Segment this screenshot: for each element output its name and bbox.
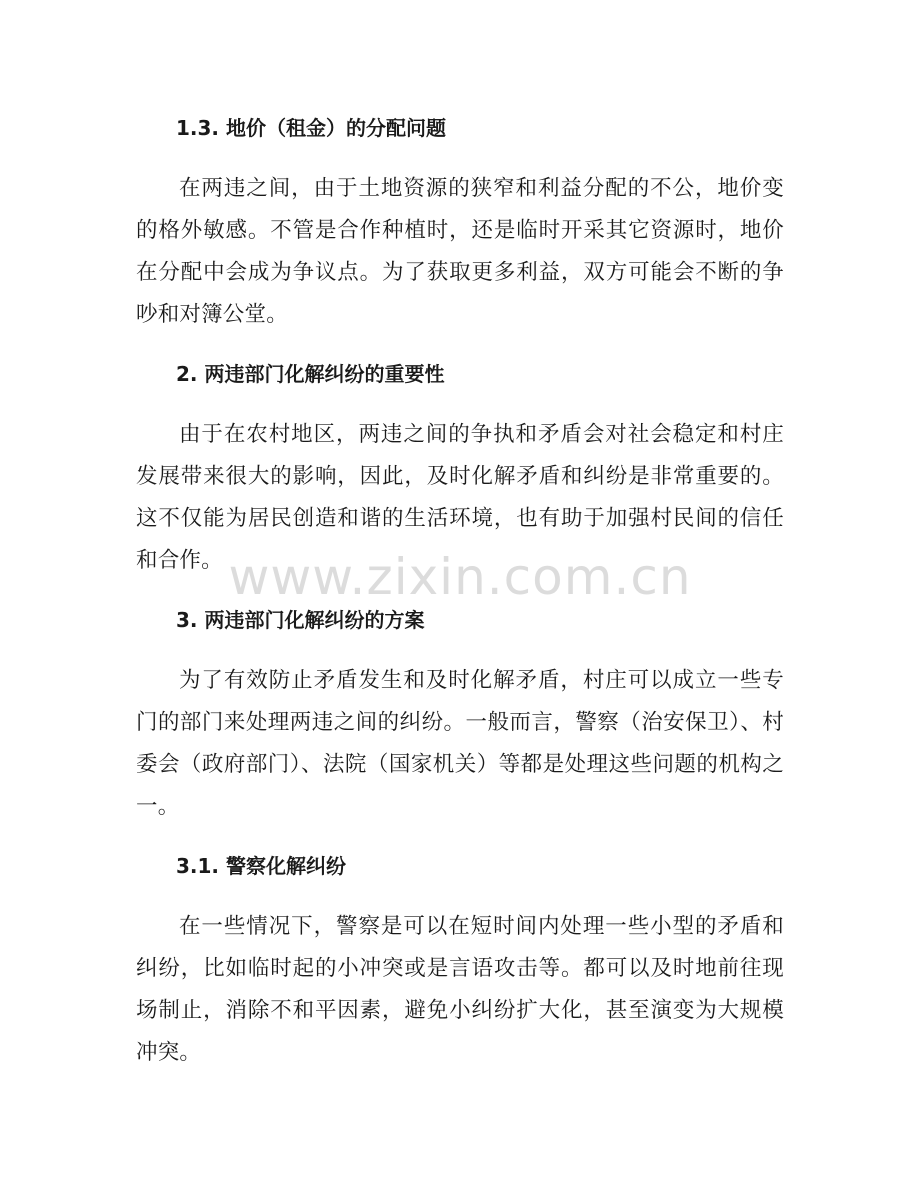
watermark: www.zixin.com.cn [228,548,692,606]
section-paragraph-1-3: 在两违之间，由于土地资源的狭窄和利益分配的不公，地价变的格外敏感。不管是合作种植时，还是临时开采其它资源时，地价在分配中会成为争议点。为了获取更多利益，双方可能会不断的争吵和对簿公堂。 [136,176,784,327]
section-heading-3-1: 3.1. 警察化解纠纷 [176,854,346,878]
document-body [136,104,784,1074]
section-paragraph-2: 由于在农村地区，两违之间的争执和矛盾会对社会稳定和村庄发展带来很大的影响，因此，及时化解矛盾和纠纷是非常重要的。这不仅能为居民创造和谐的生活环境，也有助于加强村民间的信任和合作。 [136,422,784,573]
section-heading-2: 2. 两违部门化解纠纷的重要性 [176,362,445,386]
section-paragraph-3-1: 在一些情况下，警察是可以在短时间内处理一些小型的矛盾和纠纷，比如临时起的小冲突或是言语攻击等。都可以及时地前往现场制止，消除不和平因素，避免小纠纷扩大化，甚至演变为大规模冲突。 [136,914,784,1065]
section-heading-3: 3. 两违部门化解纠纷的方案 [176,608,425,632]
section-paragraph-3: 为了有效防止矛盾发生和及时化解矛盾，村庄可以成立一些专门的部门来处理两违之间的纠纷。一般而言，警察（治安保卫）、村委会（政府部门）、法院（国家机关）等都是处理这些问题的机构之一。 [136,668,784,819]
section-heading-1-3: 1.3. 地价（租金）的分配问题 [176,116,446,140]
